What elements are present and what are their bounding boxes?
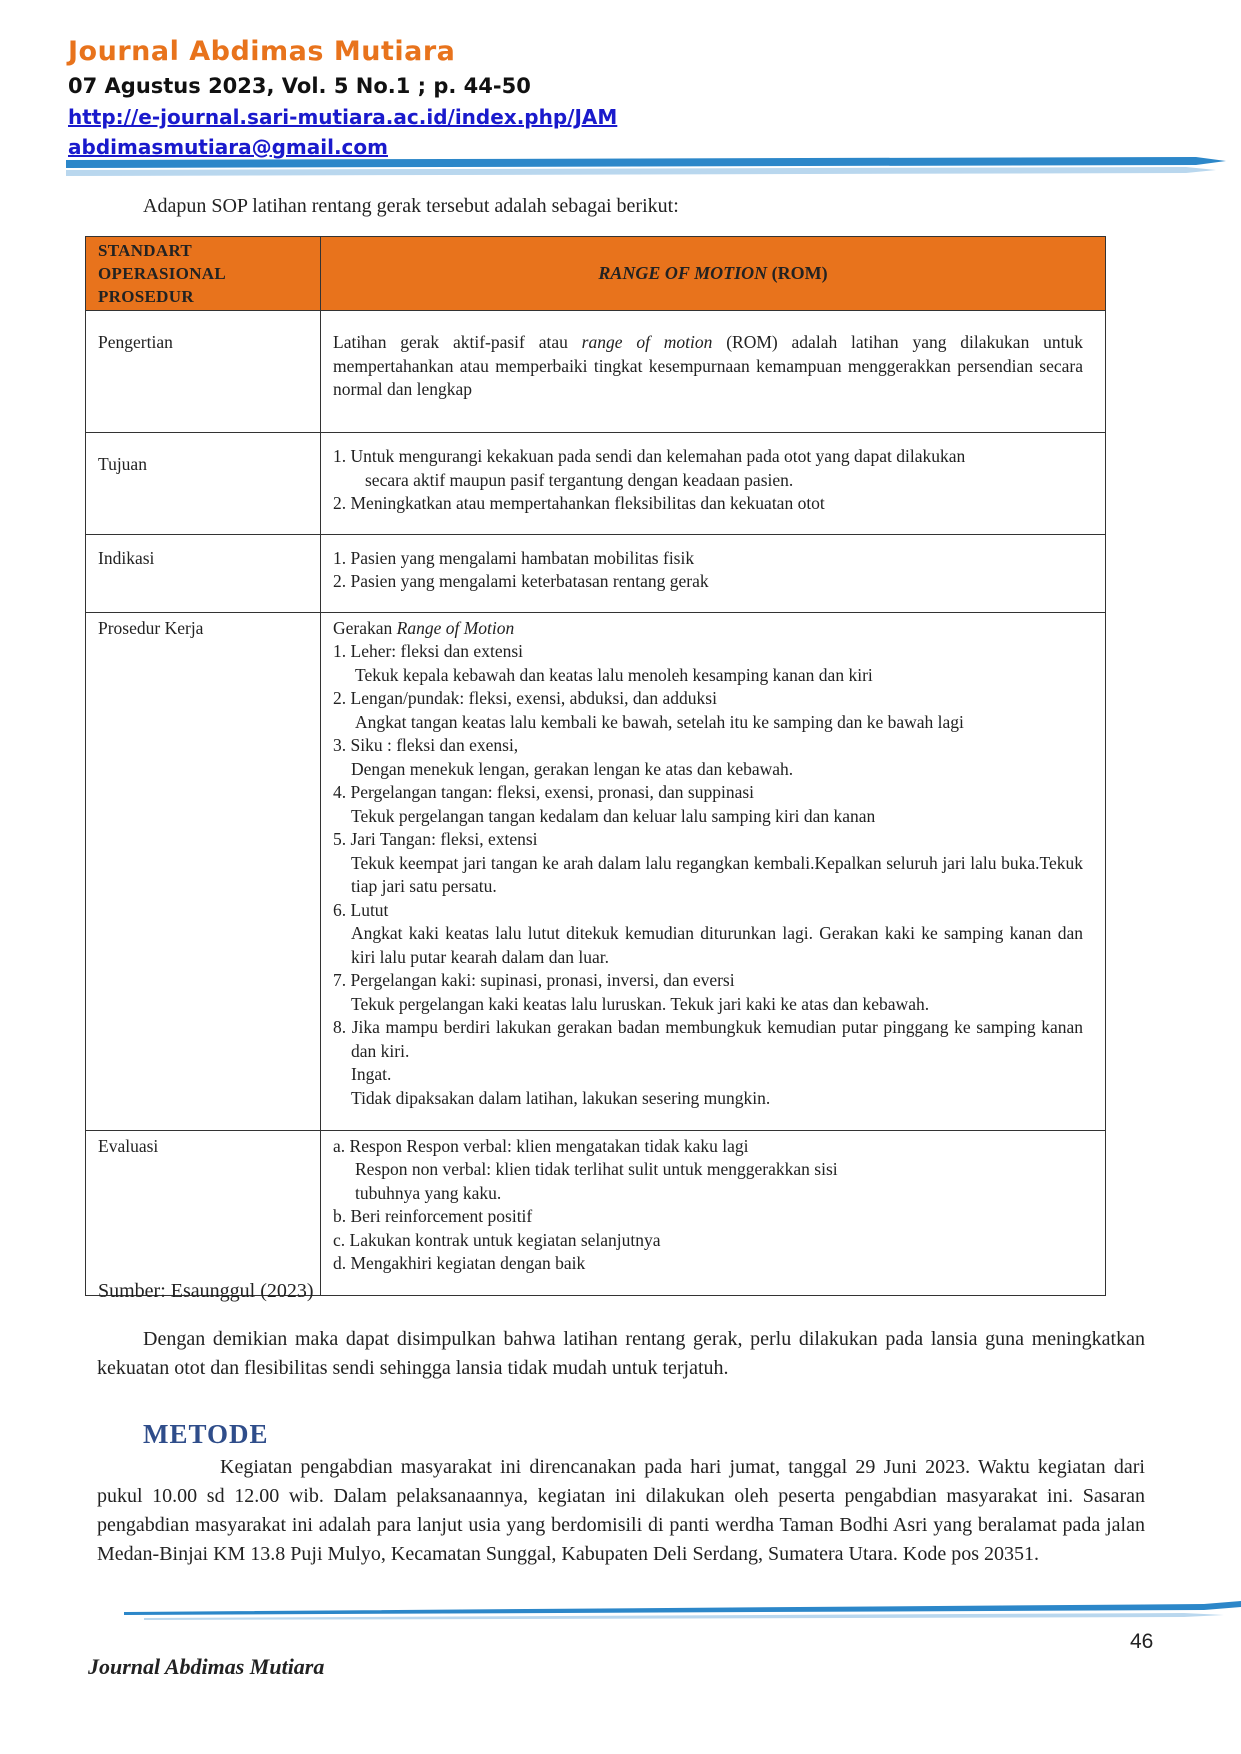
table-row-indikasi — [86, 534, 1106, 612]
table-row-evaluasi — [86, 1130, 1106, 1295]
section-heading-metode: METODE — [143, 1419, 269, 1449]
sop-header-label: STANDART OPERASIONAL PROSEDUR — [86, 237, 321, 311]
row-content: 1. Pasien yang mengalami hambatan mobilitas fisik 2. Pasien yang mengalami keterbatasan rentang gerak — [321, 534, 1106, 612]
journal-title: Journal Abdimas Mutiara — [68, 36, 456, 67]
journal-url-link[interactable]: http://e-journal.sari-mutiara.ac.id/index.php/JAM — [68, 105, 618, 129]
journal-email-link[interactable]: abdimasmutiara@gmail.com — [68, 135, 388, 159]
issue-line: 07 Agustus 2023, Vol. 5 No.1 ; p. 44-50 — [68, 74, 531, 98]
header-rule — [66, 154, 1226, 184]
row-label: Tujuan — [86, 433, 321, 535]
table-row-tujuan — [86, 433, 1106, 535]
page-number: 46 — [1130, 1630, 1154, 1653]
sop-header-title: RANGE OF MOTION (ROM) — [321, 237, 1106, 311]
row-label: Prosedur Kerja — [86, 612, 321, 1130]
footer-journal-name: Journal Abdimas Mutiara — [88, 1654, 325, 1679]
conclusion-paragraph: Dengan demikian maka dapat disimpulkan bahwa latihan rentang gerak, perlu dilakukan pada lansia guna meningkatkan kekuatan otot dan flesibilitas sendi sehingga lansia tidak mudah untuk terjatuh. — [97, 1328, 1145, 1379]
row-content: Latihan gerak aktif-pasif atau range of motion (ROM) adalah latihan yang dilakukan untuk mempertahankan atau memperbaiki tingkat kesempurnaan kemampuan menggerakkan persendian secara normal dan lengkap — [321, 311, 1106, 433]
sop-header-row — [86, 237, 1106, 311]
sop-table — [85, 236, 1106, 1296]
table-row-pengertian — [86, 311, 1106, 433]
journal-header — [68, 34, 617, 162]
table-source: Sumber: Esaunggul (2023) — [98, 1280, 314, 1302]
row-label: Indikasi — [86, 534, 321, 612]
row-content: 1. Untuk mengurangi kekakuan pada sendi dan kelemahan pada otot yang dapat dilakukan secara aktif maupun pasif tergantung dengan keadaan pasien. 2. Meningkatkan atau mempertahankan fleksibilitas dan kekuatan otot — [321, 433, 1106, 535]
row-label: Evaluasi — [86, 1130, 321, 1295]
intro-text: Adapun SOP latihan rentang gerak tersebut adalah sebagai berikut: — [143, 195, 679, 217]
method-paragraph: Kegiatan pengabdian masyarakat ini direncanakan pada hari jumat, tanggal 29 Juni 2023. Waktu kegiatan dari pukul 10.00 sd 12.00 wib. Dalam pelaksanaannya, kegiatan ini dilakukan oleh peserta pengabdian masyarakat ini. Sasaran pengabdian masyarakat ini adalah para lanjut usia yang berdomisili di panti werdha Taman Bodhi Asri yang beralamat pada jalan Medan-Binjai KM 13.8 Puji Mulyo, Kecamatan Sunggal, Kabupaten Deli Serdang, Sumatera Utara. Kode pos 20351. — [97, 1456, 1145, 1565]
row-content: Gerakan Range of Motion 1. Leher: fleksi dan extensi Tekuk kepala kebawah dan keatas lalu menoleh kesamping kanan dan kiri 2. Lengan/pundak: fleksi, exensi, abduksi, dan adduksi Angkat tangan keatas lalu kembali ke bawah, setelah itu ke samping dan ke bawah lagi 3. Siku : fleksi dan exensi, Dengan menekuk lengan, gerakan lengan ke atas dan kebawah. 4. Pergelangan tangan: fleksi, exensi, pronasi, dan suppinasi Tekuk pergelangan tangan kedalam dan keluar lalu samping kiri dan kanan 5. Jari Tangan: fleksi, extensi Tekuk keempat jari tangan ke arah dalam lalu regangkan kembali.Kepalkan seluruh jari lalu buka.Tekuk tiap jari satu persatu. 6. Lutut Angkat kaki keatas lalu lutut ditekuk kemudian diturunkan lagi. Gerakan kaki ke samping kanan dan kiri lalu putar kearah dalam dan luar. 7. Pergelangan kaki: supinasi, pronasi, inversi, dan eversi Tekuk pergelangan kaki keatas lalu luruskan. Tekuk jari kaki ke atas dan kebawah. 8. Jika mampu berdiri lakukan gerakan badan membungkuk kemudian putar pinggang ke samping kanan dan kiri. Ingat. Tidak dipaksakan dalam latihan, lakukan sesering mungkin. — [321, 612, 1106, 1130]
footer-rule — [124, 1598, 1241, 1624]
table-row-prosedur — [86, 612, 1106, 1130]
row-content: a. Respon Respon verbal: klien mengatakan tidak kaku lagi Respon non verbal: klien tidak terlihat sulit untuk menggerakkan sisi tubuhnya yang kaku. b. Beri reinforcement positif c. Lakukan kontrak untuk kegiatan selanjutnya d. Mengakhiri kegiatan dengan baik — [321, 1130, 1106, 1295]
row-label: Pengertian — [86, 311, 321, 433]
